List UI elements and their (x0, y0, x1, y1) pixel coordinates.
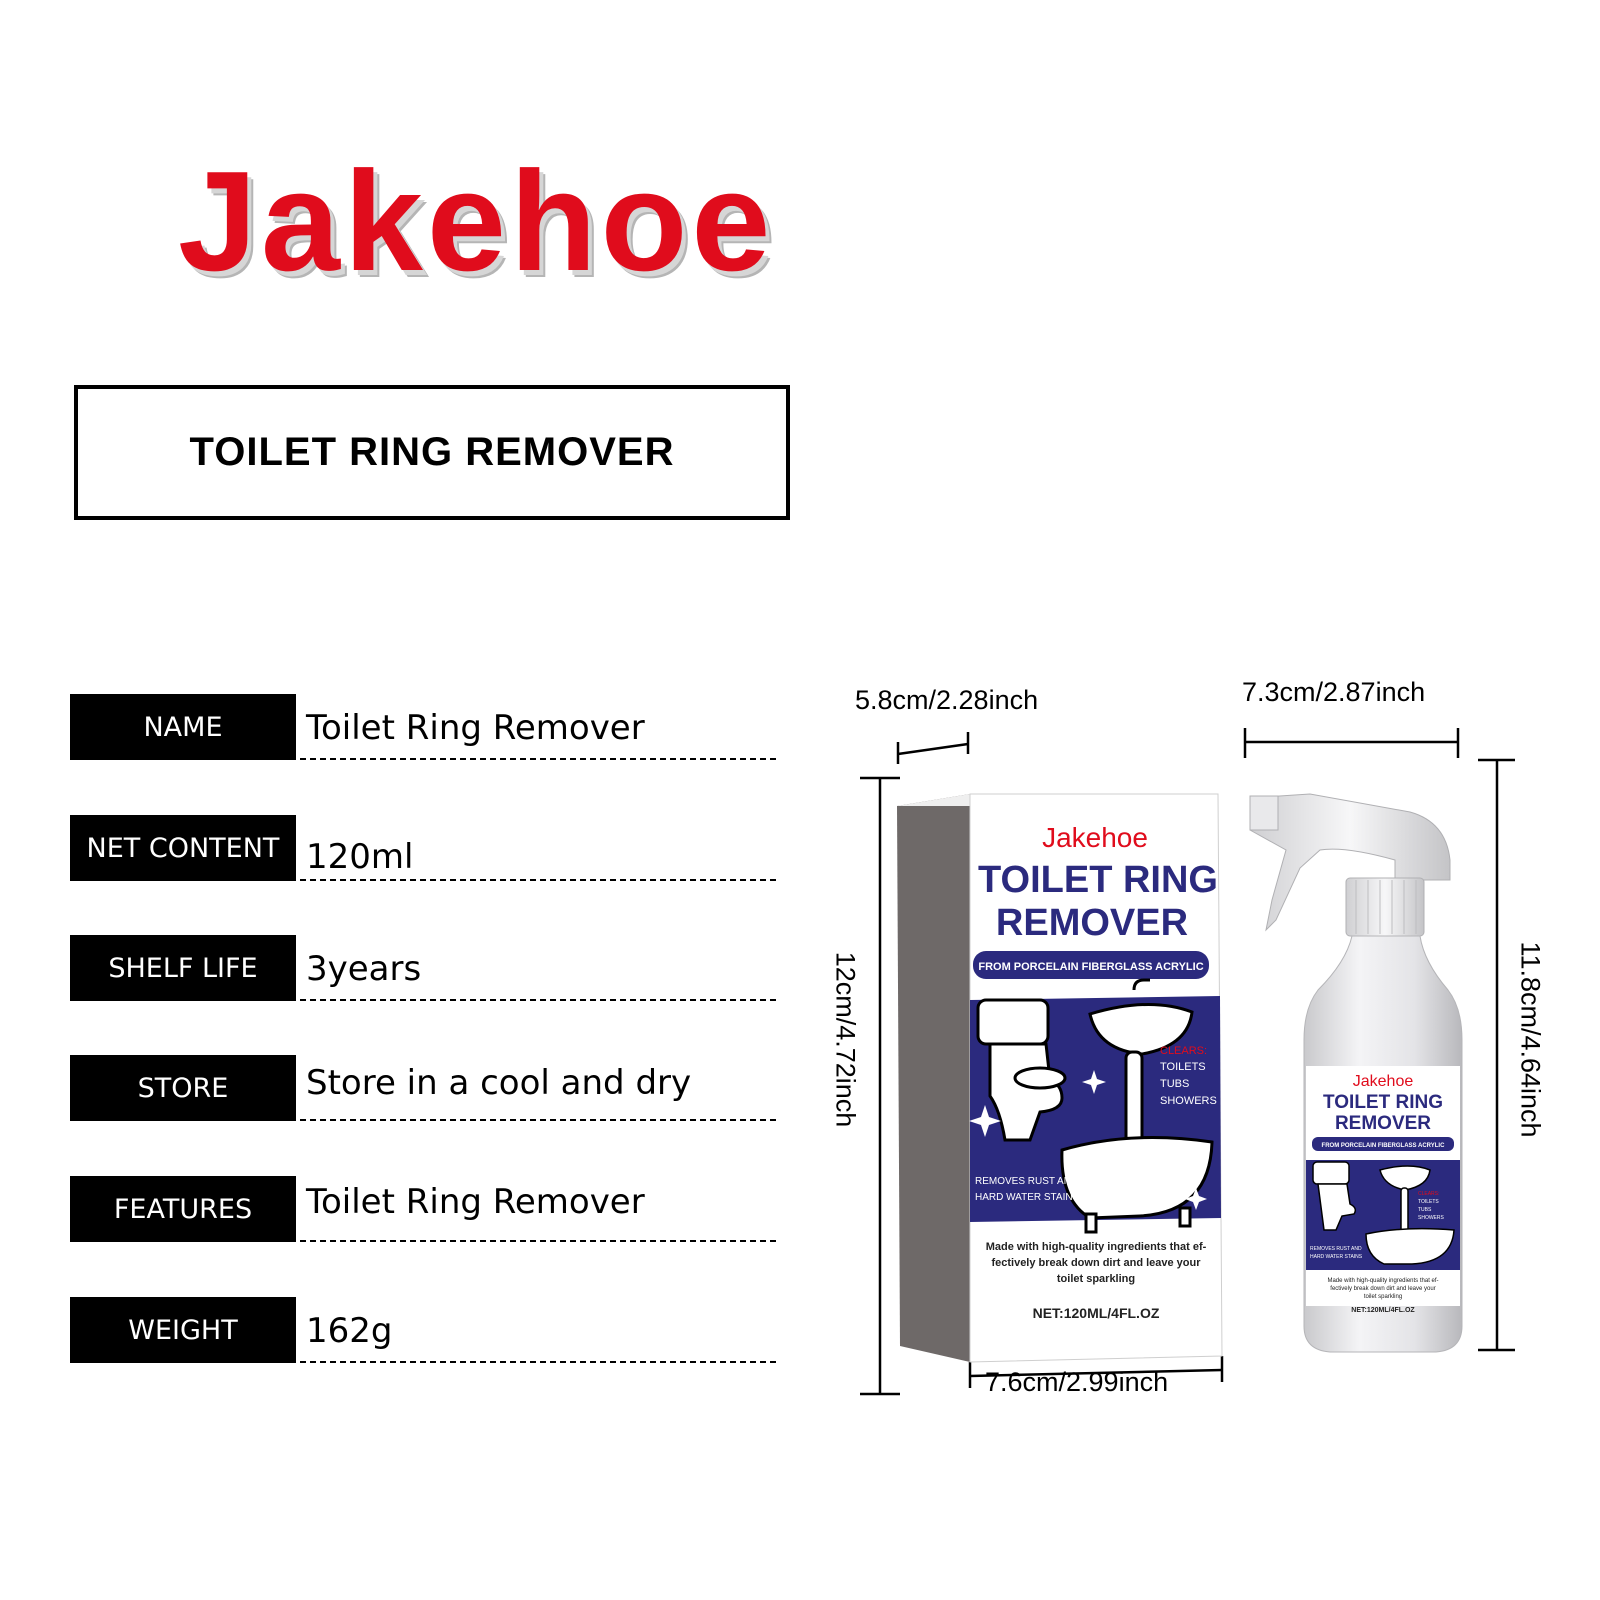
spec-label: NAME (70, 694, 296, 760)
package-net-content: NET:120ML/4FL.OZ (1032, 1305, 1160, 1321)
box-height-label: 12cm/4.72inch (830, 951, 861, 1128)
package-title-line2: REMOVER (995, 902, 1189, 944)
spec-label: FEATURES (70, 1176, 296, 1242)
spec-value: Toilet Ring Remover (306, 1182, 645, 1222)
bottle-removes-line2: HARD WATER STAINS (1310, 1254, 1363, 1260)
box-width-label: 7.6cm/2.99inch (985, 1367, 1169, 1397)
package-subtitle: FROM PORCELAIN FIBERGLASS ACRYLIC (978, 961, 1204, 973)
bottle-description-line2: fectively break down dirt and leave your (1330, 1286, 1436, 1292)
spec-label: STORE (70, 1055, 296, 1121)
spec-label: NET CONTENT (70, 815, 296, 881)
package-clears-item: TUBS (1160, 1078, 1190, 1090)
spec-value: 120ml (306, 837, 414, 877)
package-clears-label: CLEARS: (1160, 1045, 1208, 1057)
bottle-brand: Jakehoe (1352, 1073, 1414, 1090)
bottle-net-content: NET:120ML/4FL.OZ (1351, 1307, 1415, 1314)
brand-logo: Jakehoe (178, 142, 775, 301)
spec-label: WEIGHT (70, 1297, 296, 1363)
spec-value: 3years (306, 949, 422, 989)
bottle-description-line3: toilet sparkling (1363, 1294, 1403, 1300)
spec-value: Store in a cool and dry (306, 1063, 692, 1103)
bottle-subtitle: FROM PORCELAIN FIBERGLASS ACRYLIC (1321, 1143, 1445, 1149)
bottle-width-label: 7.3cm/2.87inch (1242, 677, 1426, 707)
package-description-line1: Made with high-quality ingredients that ef- (985, 1241, 1207, 1253)
bottle-removes-line1: REMOVES RUST AND (1310, 1246, 1362, 1252)
package-description-line2: fectively break down dirt and leave your (991, 1257, 1201, 1269)
bottle-cap (1346, 878, 1424, 936)
bottle-clears-label: CLEARS: (1418, 1191, 1440, 1197)
package-removes-line2: HARD WATER STAINS (975, 1192, 1080, 1203)
package-description-line3: toilet sparkling (1056, 1273, 1136, 1285)
spec-label: SHELF LIFE (70, 935, 296, 1001)
bottle-title-line1: TOILET RING (1323, 1092, 1443, 1113)
bottle-description-line1: Made with high-quality ingredients that ef- (1327, 1278, 1439, 1284)
spray-bottle (1250, 794, 1462, 1352)
package-title-line1: TOILET RING (978, 859, 1218, 901)
package-clears-item: SHOWERS (1160, 1095, 1217, 1107)
package-brand: Jakehoe (1042, 822, 1148, 853)
spec-value: Toilet Ring Remover (306, 708, 645, 748)
bottle-clears-item: SHOWERS (1418, 1215, 1444, 1221)
bottle-height-label: 11.8cm/4.64inch (1515, 941, 1546, 1138)
spec-value: 162g (306, 1311, 393, 1351)
product-title: TOILET RING REMOVER (189, 430, 675, 474)
package-box (897, 794, 1222, 1362)
box-depth-label: 5.8cm/2.28inch (855, 685, 1039, 715)
package-removes-line1: REMOVES RUST AND (975, 1176, 1079, 1187)
bottle-clears-item: TOILETS (1418, 1199, 1439, 1205)
package-clears-item: TOILETS (1160, 1061, 1206, 1073)
bottle-clears-item: TUBS (1418, 1207, 1432, 1213)
bottle-title-line2: REMOVER (1334, 1113, 1432, 1134)
